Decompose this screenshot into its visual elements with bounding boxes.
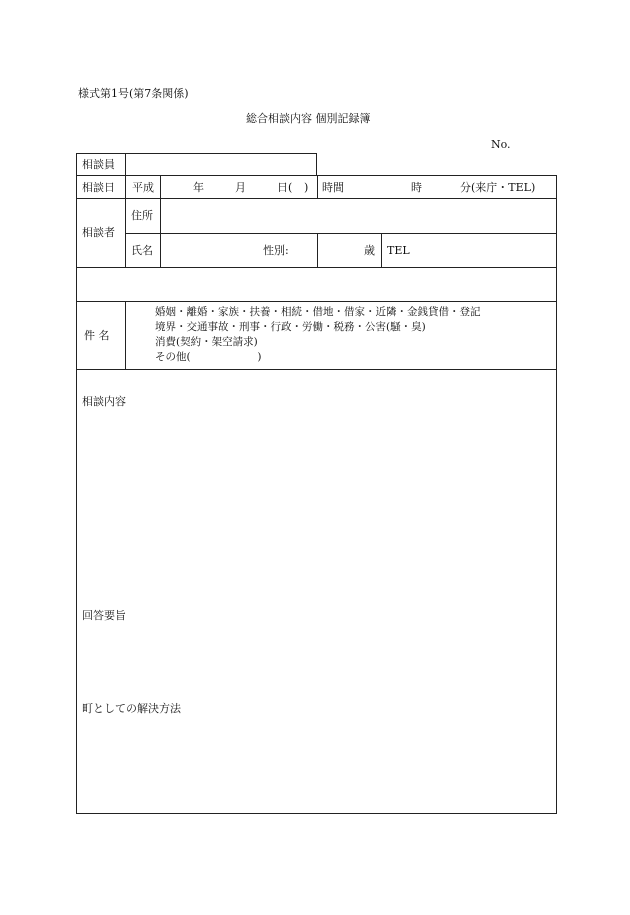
name-field[interactable] — [165, 237, 255, 263]
no-label: No. — [491, 138, 511, 151]
year-label: 年 — [193, 181, 204, 194]
form-number: 様式第1号(第7条関係) — [78, 87, 189, 100]
divider — [76, 198, 557, 199]
divider — [125, 153, 126, 176]
name-label: 氏名 — [131, 244, 153, 257]
consultant-label: 相談者 — [82, 226, 115, 239]
case-line: 境界・交通事故・刑事・行政・労働・税務・公害(騒・臭) — [155, 321, 426, 333]
case-line: 消費(契約・架空請求) — [155, 336, 258, 348]
age-label: 歳 — [364, 244, 375, 257]
solution-label: 町としての解決方法 — [82, 702, 181, 715]
content-field[interactable] — [80, 412, 553, 600]
answer-label: 回答要旨 — [82, 609, 126, 622]
divider — [317, 233, 318, 267]
solution-field[interactable] — [80, 719, 553, 809]
address-field[interactable] — [165, 202, 550, 228]
tel-label: TEL — [387, 244, 410, 257]
page-title: 総合相談内容 個別記録簿 — [246, 112, 371, 125]
day-label: 日( — [277, 181, 293, 194]
divider — [160, 175, 161, 267]
era-label: 平成 — [132, 181, 154, 194]
address-label: 住所 — [131, 209, 153, 222]
divider — [76, 267, 557, 268]
hour-label: 時 — [411, 181, 422, 194]
case-line: 婚姻・離婚・家族・扶養・相続・借地・借家・近隣・金銭貸借・登記 — [155, 306, 481, 318]
divider — [381, 233, 382, 267]
minute-label: 分(来庁・TEL) — [460, 181, 536, 194]
counselor-label: 相談員 — [82, 158, 115, 171]
time-label: 時間 — [322, 181, 344, 194]
month-label: 月 — [235, 181, 246, 194]
answer-field[interactable] — [80, 626, 553, 696]
divider — [125, 233, 557, 234]
divider — [317, 175, 318, 198]
day-close: ) — [304, 181, 309, 194]
counselor-field[interactable] — [130, 156, 310, 173]
content-label: 相談内容 — [82, 395, 126, 408]
divider — [125, 175, 126, 267]
blank-field[interactable] — [80, 271, 553, 297]
date-label: 相談日 — [82, 181, 115, 194]
divider — [76, 301, 557, 302]
case-label: 件 名 — [84, 329, 110, 342]
tel-field[interactable] — [412, 237, 550, 263]
divider — [125, 301, 126, 369]
case-line: その他( ) — [155, 351, 262, 363]
gender-label: 性別: — [263, 244, 289, 257]
divider — [76, 369, 557, 370]
